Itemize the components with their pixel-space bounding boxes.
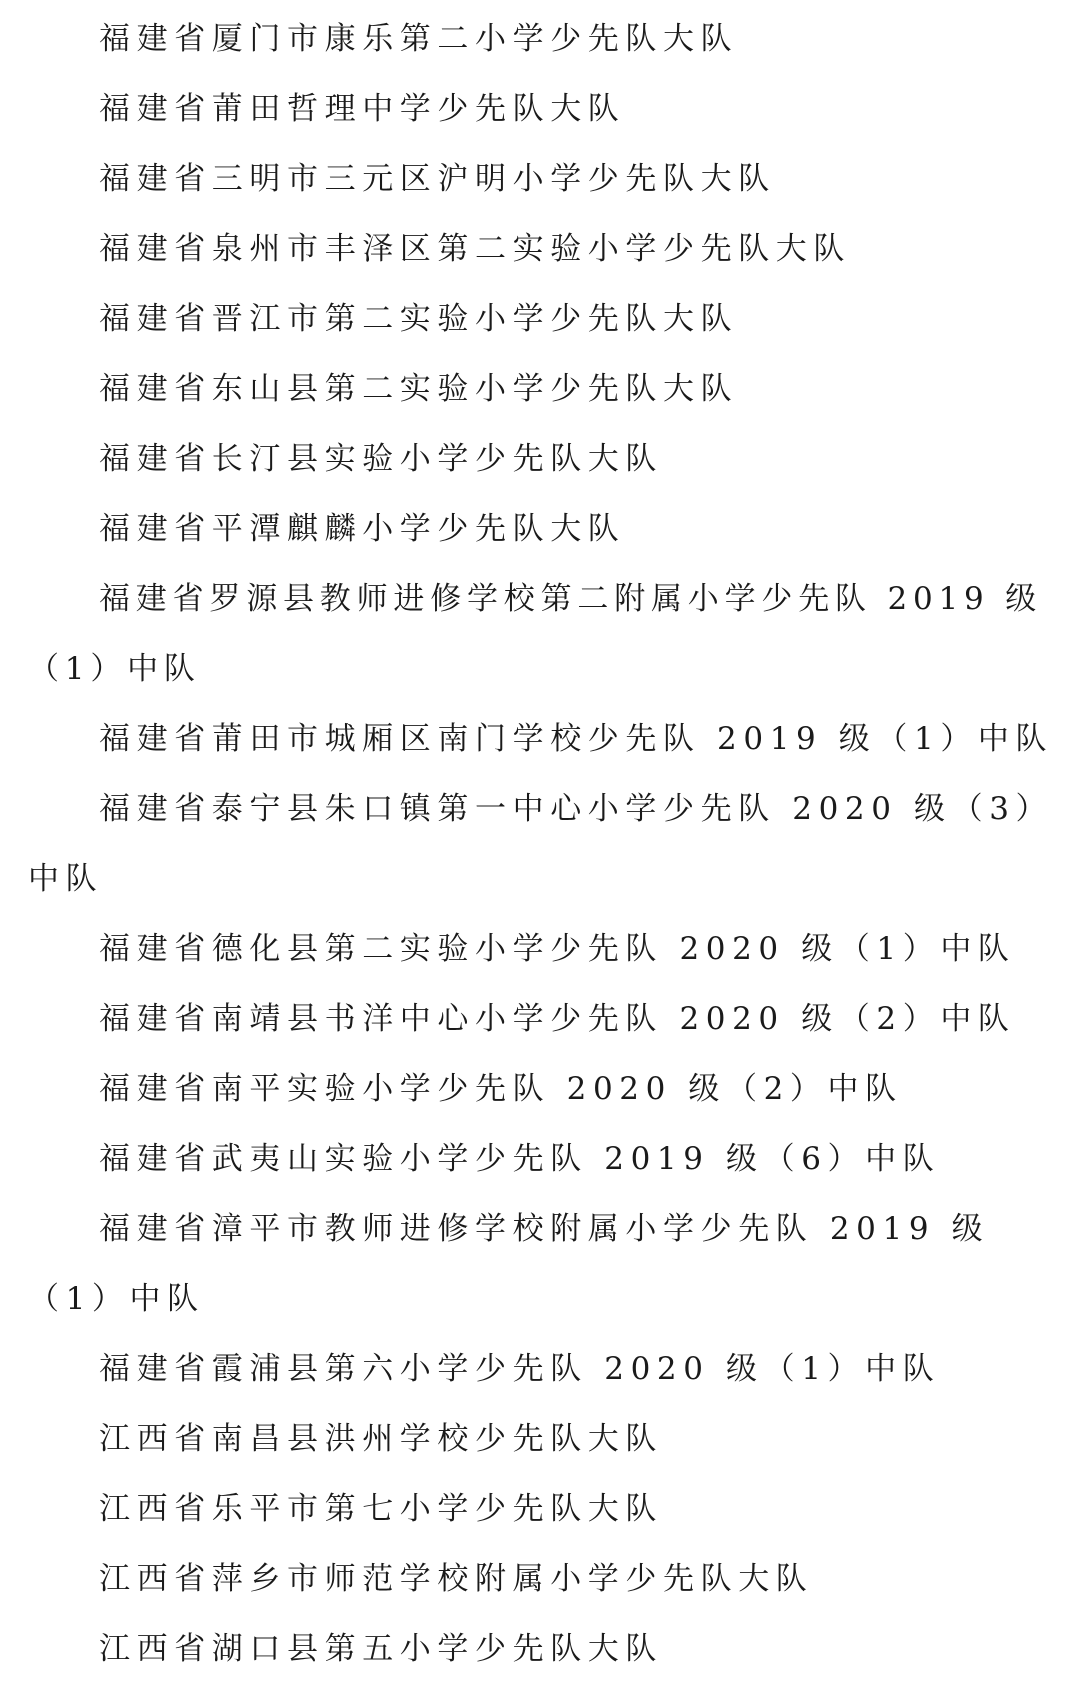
list-item: 福建省莆田哲理中学少先队大队 [99,91,626,127]
list-item: 福建省三明市三元区沪明小学少先队大队 [99,161,776,197]
list-item: 福建省德化县第二实验小学少先队 2020 级（1）中队 [99,931,1016,967]
list-item: 福建省晋江市第二实验小学少先队大队 [99,301,739,337]
list-item: 江西省南昌县洪州学校少先队大队 [99,1421,663,1457]
list-item: 福建省莆田市城厢区南门学校少先队 2019 级（1）中队 [99,721,1054,757]
list-item: 福建省南靖县书洋中心小学少先队 2020 级（2）中队 [99,1001,1016,1037]
list-item: 江西省乐平市第七小学少先队大队 [99,1491,663,1527]
list-item: 福建省东山县第二实验小学少先队大队 [99,371,739,407]
list-item: 福建省长汀县实验小学少先队大队 [99,441,663,477]
list-item: 江西省湖口县第五小学少先队大队 [99,1631,663,1667]
list-item: 福建省武夷山实验小学少先队 2019 级（6）中队 [99,1141,941,1177]
list-item: 福建省平潭麒麟小学少先队大队 [99,511,626,547]
list-item: 福建省漳平市教师进修学校附属小学少先队 2019 级（1）中队 [28,1211,990,1317]
list-item: 江西省萍乡市师范学校附属小学少先队大队 [99,1561,814,1597]
list-item: 福建省厦门市康乐第二小学少先队大队 [99,21,739,57]
list-item: 福建省霞浦县第六小学少先队 2020 级（1）中队 [99,1351,941,1387]
list-item: 福建省罗源县教师进修学校第二附属小学少先队 2019 级（1）中队 [28,581,1042,687]
list-item: 福建省泰宁县朱口镇第一中心小学少先队 2020 级（3）中队 [28,791,1054,897]
list-item: 福建省南平实验小学少先队 2020 级（2）中队 [99,1071,903,1107]
list-item: 福建省泉州市丰泽区第二实验小学少先队大队 [99,231,851,267]
